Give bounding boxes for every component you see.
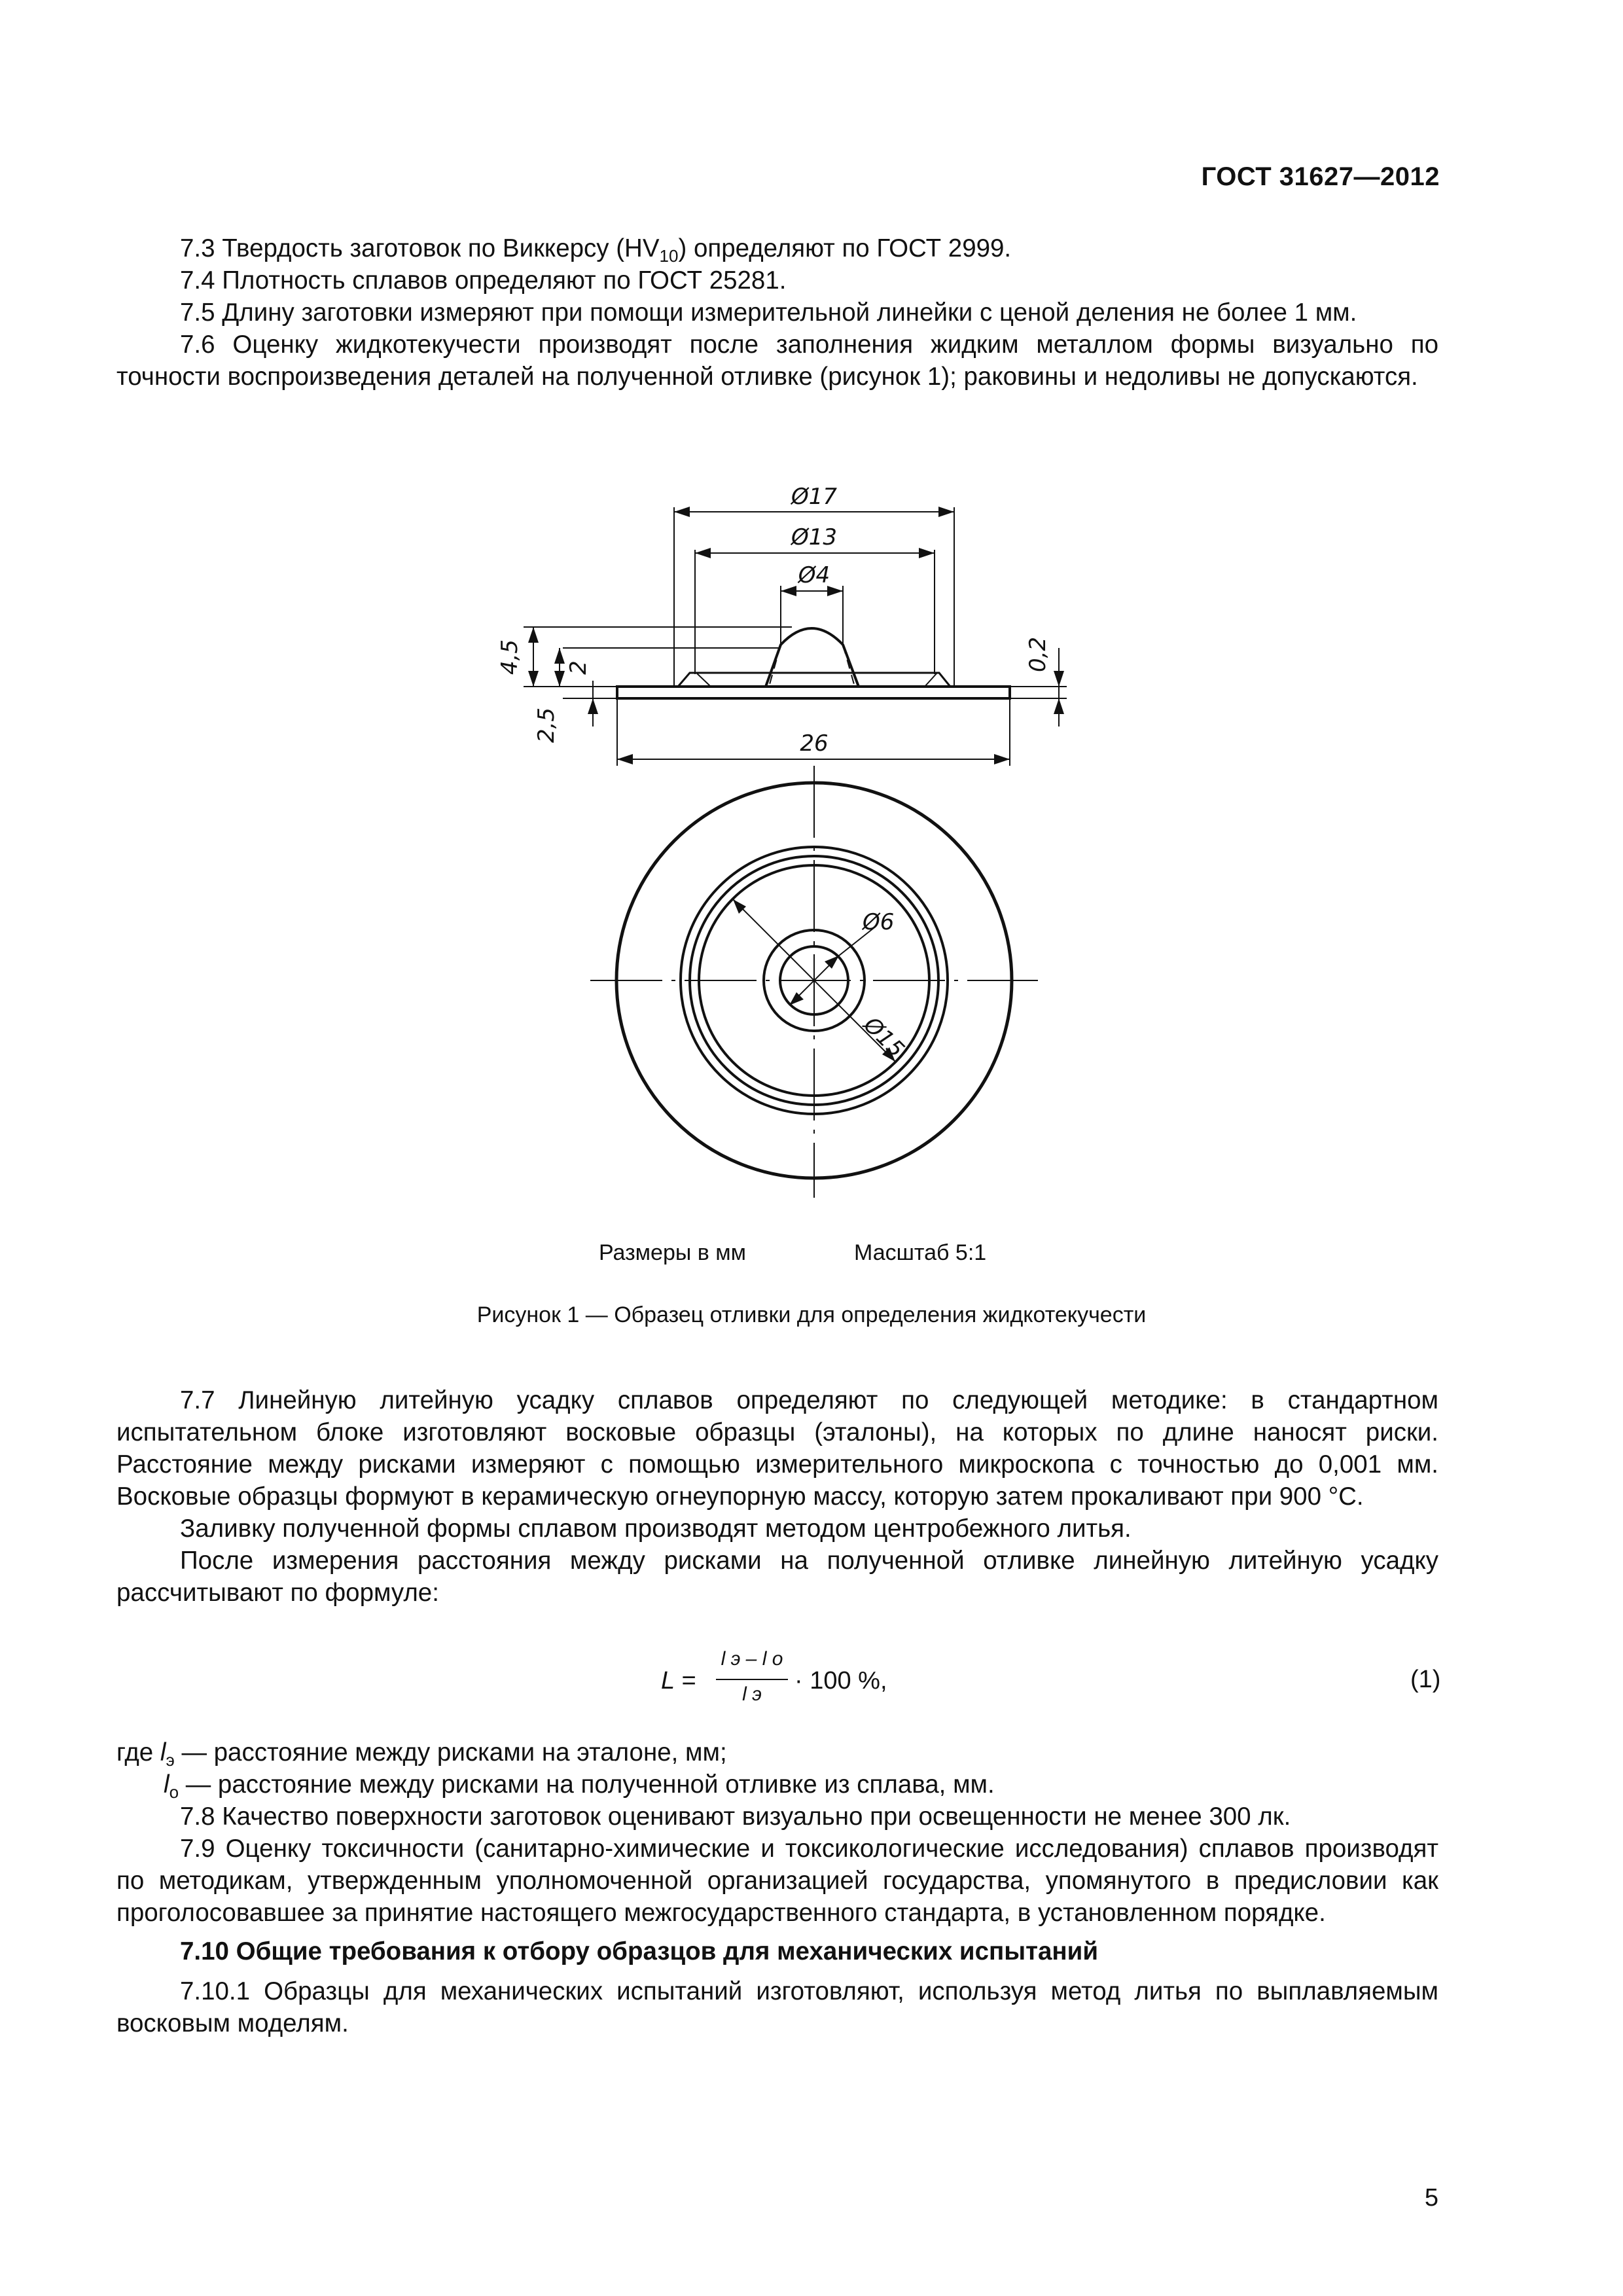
paragraph-7-9: 7.9 Оценку токсичности (санитарно-химические и токсикологические исследования) сплавов производят по методикам, утвержденным уполномоченной организацией государства, упомянутого в предисловии как проголосовавшее за принятие настоящего межгосударственного стандарта, в установленном порядке. — [116, 1835, 1438, 1927]
dim-d17: Ø17 — [791, 484, 838, 510]
standard-code-header: ГОСТ 31627—2012 — [1201, 162, 1440, 191]
dim-h2: 2 — [565, 660, 592, 675]
ring-profile — [678, 673, 950, 687]
figure-caption: Рисунок 1 — Образец отливки для определения жидкотекучести — [476, 1302, 1147, 1327]
dim-t02: 0,2 — [1025, 636, 1051, 673]
base-plate — [617, 687, 1010, 698]
dim-d15: Ø15 — [858, 1012, 910, 1063]
middle-paragraphs — [116, 1384, 1438, 1609]
definitions — [116, 1736, 1438, 2039]
paragraph-7-5: 7.5 Длину заготовки измеряют при помощи измерительной линейки с ценой деления не более 1 мм. — [180, 298, 1357, 327]
formula-lhs: L = — [661, 1667, 696, 1695]
paragraph-7-3: 7.3 Твердость заготовок по Виккерсу $(HV_{10})$ определяют по ГОСТ 2999. — [180, 234, 1012, 266]
paragraph-7-8: 7.8 Качество поверхности заготовок оценивают визуально при освещенности не менее 300 лк. — [180, 1803, 1291, 1831]
paragraph-7-4: 7.4 Плотность сплавов определяют по ГОСТ 25281. — [180, 266, 787, 295]
dim-d13: Ø13 — [791, 524, 838, 550]
units-note: Размеры в мм — [599, 1240, 747, 1265]
formula-denominator: l э — [742, 1683, 762, 1705]
formula-numerator: l э – l о — [721, 1648, 783, 1670]
dim-w26: 26 — [800, 730, 829, 757]
dim-h25: 2,5 — [533, 707, 560, 744]
definition-lo: $l_о$ — расстояние между рисками на полученной отливке из сплава, мм. — [164, 1770, 995, 1802]
section-heading-7-10: 7.10 Общие требования к отбору образцов для механических испытаний — [180, 1937, 1098, 1965]
definition-le: где $l_э$ — расстояние между рисками на эталоне, мм; — [116, 1738, 727, 1770]
plan-view — [590, 766, 1038, 1198]
formula-rhs: · 100 %, — [794, 1667, 887, 1695]
page-number: 5 — [1424, 2184, 1438, 2212]
dim-h45: 4,5 — [497, 639, 523, 675]
scale-note: Масштаб 5:1 — [854, 1240, 987, 1265]
paragraph-fill: Заливку полученной формы сплавом производят методом центробежного литья. — [180, 1515, 1132, 1543]
fraction-bar — [716, 1679, 788, 1680]
dim-d4: Ø4 — [798, 562, 830, 588]
paragraph-after: После измерения расстояния между рисками на полученной отливке линейную литейную усадку рассчитывают по формуле: — [116, 1547, 1438, 1607]
central-boss — [766, 628, 859, 687]
paragraph-7-7: 7.7 Линейную литейную усадку сплавов определяют по следующей методике: в стандартном испытательном блоке изготовляют восковые образцы (эталоны), на которых по длине наносят риски. Расстояние между рисками измеряют с помощью измерительного микроскопа с точностью до 0,001 мм. Восковые образцы формуют в керамическую огнеупорную массу, которую затем прокаливают при 900 °С. — [116, 1386, 1438, 1511]
dim-d6: Ø6 — [863, 909, 895, 935]
paragraph-7-10-1: 7.10.1 Образцы для механических испытаний изготовляют, используя метод литья по выплавляемым восковым моделям. — [116, 1977, 1438, 2037]
equation-number: (1) — [1410, 1666, 1441, 1693]
paragraph-7-6: 7.6 Оценку жидкотекучести производят после заполнения жидким металлом формы визуально по точности воспроизведения деталей на полученной отливке (рисунок 1); раковины и недоливы не допускаются. — [116, 331, 1438, 391]
